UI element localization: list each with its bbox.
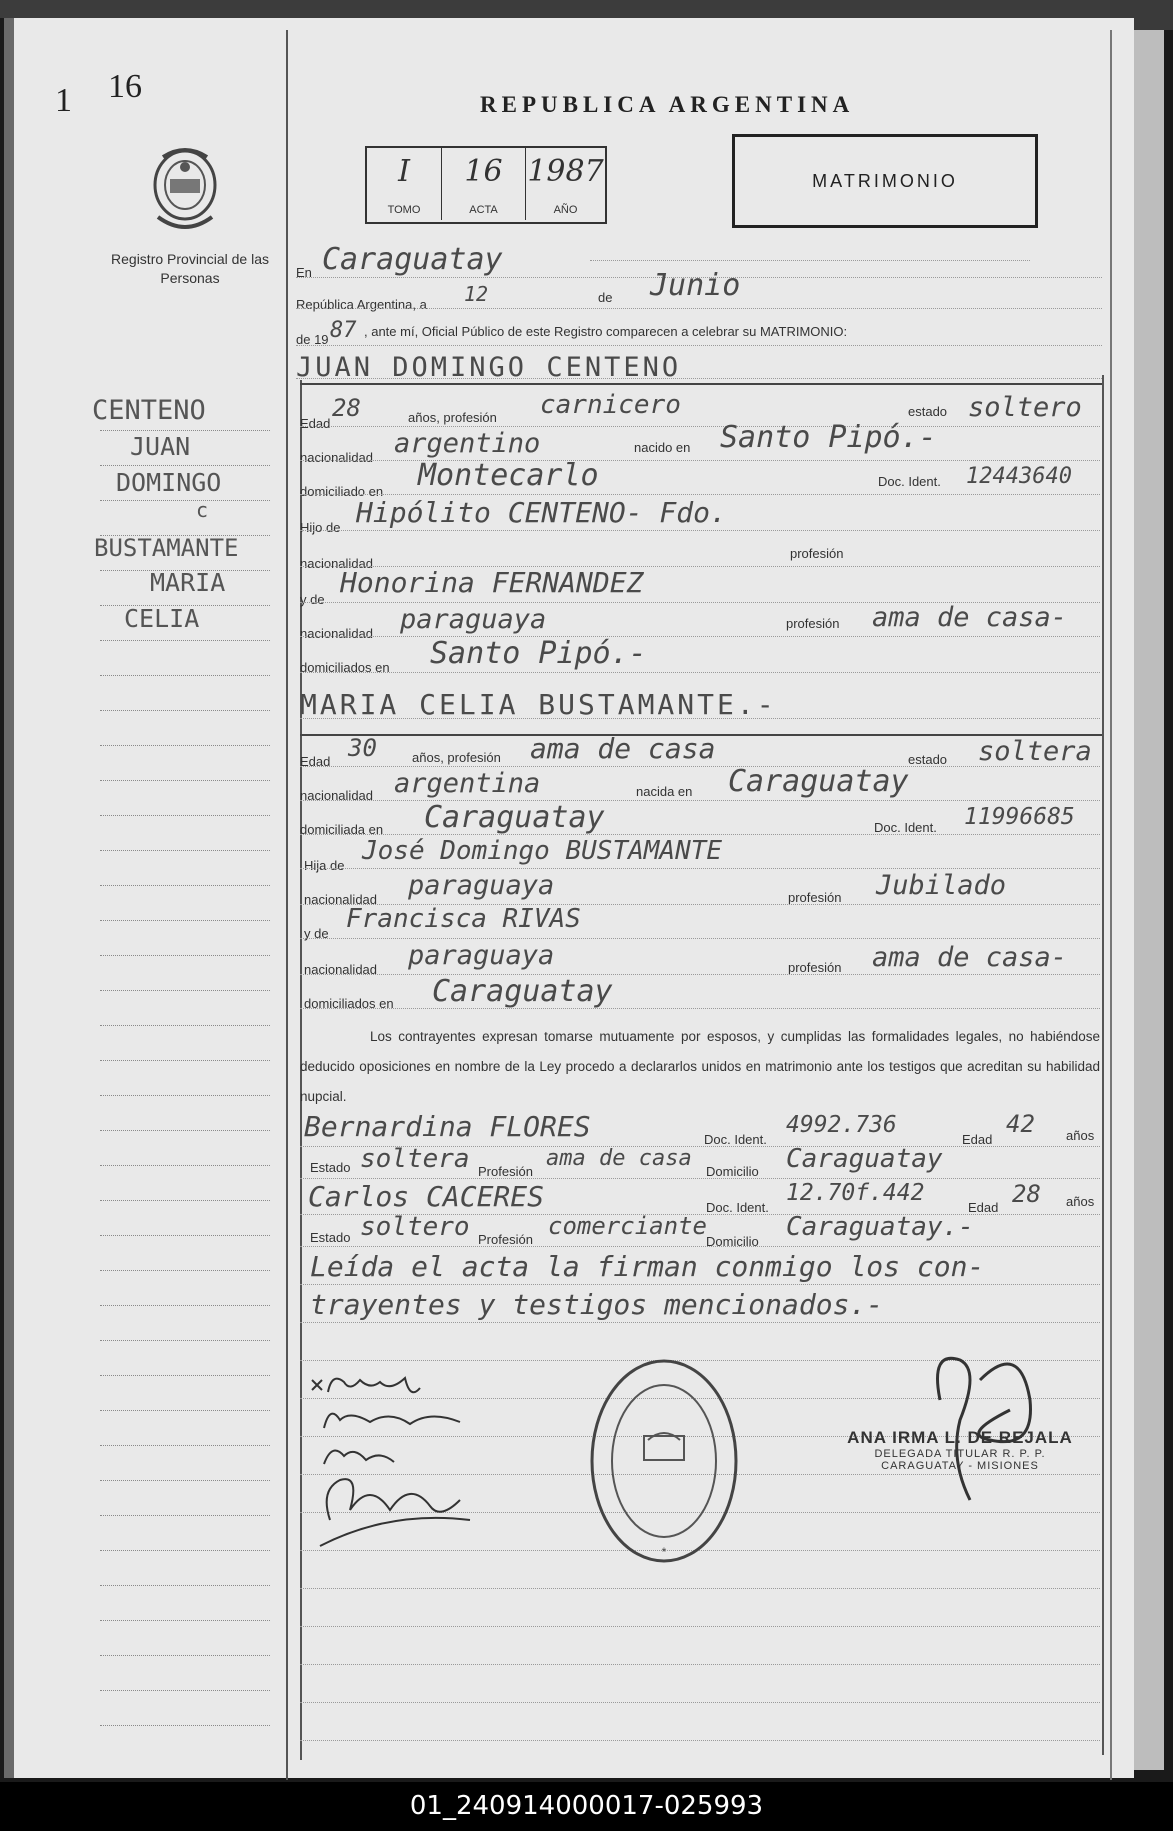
- witness2-profesion-label: Profesión: [478, 1232, 533, 1247]
- registry-stamp-icon: [588, 1356, 740, 1566]
- groom-birthplace: Santo Pipó.-: [720, 420, 937, 455]
- witness2-status: soltero: [360, 1212, 470, 1242]
- bride-mother-occupation: ama de casa-: [872, 942, 1068, 973]
- rule: [296, 378, 1102, 379]
- margin-rule: [100, 1270, 270, 1271]
- rule: [300, 1322, 1100, 1323]
- margin-rule: [100, 640, 270, 641]
- republica-label: República Argentina, a: [296, 297, 427, 312]
- groom-doc: 12443640: [966, 464, 1072, 489]
- witness2-doc-label: Doc. Ident.: [706, 1200, 769, 1215]
- margin-rule: [100, 1060, 270, 1061]
- margin-rule: [100, 955, 270, 956]
- groom-status: soltero: [968, 392, 1082, 423]
- groom-mother-nat-label: nacionalidad: [300, 626, 374, 641]
- margin-name-line: BUSTAMANTE: [94, 534, 239, 562]
- groom-age: 28: [332, 394, 361, 422]
- margin-rule: [100, 745, 270, 746]
- witness2-age: 28: [1012, 1180, 1041, 1208]
- witness1-estado-label: Estado: [310, 1160, 351, 1175]
- bride-mother-nationality: paraguaya: [408, 940, 555, 971]
- witness1-domicilio-label: Domicilio: [706, 1164, 759, 1179]
- official-title: DELEGADA TITULAR R. P. P.: [874, 1448, 1046, 1460]
- groom-occupation: carnicero: [540, 390, 681, 420]
- witness1-name: Bernardina FLORES: [304, 1110, 591, 1143]
- groom-estado-label: estado: [908, 404, 948, 419]
- bride-mother-nat-label: nacionalidad: [304, 962, 378, 977]
- bride-doc-label: Doc. Ident.: [874, 820, 937, 835]
- margin-rule: [100, 1620, 270, 1621]
- page-right-border: [1110, 30, 1112, 1780]
- margin-name-line: DOMINGO: [116, 468, 222, 497]
- margin-rule: [100, 1130, 270, 1131]
- bride-age: 30: [348, 734, 377, 762]
- rule: [300, 530, 1100, 531]
- witness1-age: 42: [1006, 1110, 1035, 1138]
- groom-hijo-label: Hijo de: [300, 520, 341, 535]
- year-label: de 19: [296, 332, 329, 347]
- margin-rule: [100, 570, 270, 571]
- groom-name: JUAN DOMINGO CENTENO: [296, 352, 682, 383]
- closing-line-2: trayentes y testigos mencionados.-: [310, 1288, 884, 1321]
- groom-nationality-label: nacionalidad: [300, 450, 374, 465]
- groom-father-nat-label: nacionalidad: [300, 556, 374, 571]
- rule: [300, 766, 1100, 767]
- margin-rule: [100, 1445, 270, 1446]
- registry-name: Registro Provincial de las Personas: [111, 251, 269, 286]
- bride-father-nationality: paraguaya: [408, 870, 555, 901]
- ano-label: AÑO: [553, 204, 578, 216]
- coat-of-arms-icon: [148, 145, 222, 237]
- margin-rule: [100, 920, 270, 921]
- groom-separator: [300, 383, 1102, 385]
- de-label: de: [598, 290, 613, 305]
- ano-value: 1987: [527, 154, 604, 189]
- margin-rule: [100, 815, 270, 816]
- bride-profesion-label: años, profesión: [412, 750, 501, 765]
- official-location: CARAGUATAY - MISIONES: [881, 1460, 1039, 1472]
- rule: [300, 494, 1100, 495]
- margin-rule: [100, 1200, 270, 1201]
- margin-rule: [100, 1340, 270, 1341]
- official-stamp: [810, 1428, 1110, 1472]
- bride-father-occupation: Jubilado: [876, 870, 1007, 901]
- en-label: En: [296, 265, 312, 280]
- official-name: ANA IRMA L. DE REJALA: [847, 1428, 1073, 1447]
- statement-text: , ante mí, Oficial Público de este Registro comparecen a celebrar su MATRIMONIO:: [364, 324, 848, 339]
- groom-domicile: Montecarlo: [418, 458, 599, 493]
- rule: [300, 938, 1100, 939]
- page-edge: [1134, 30, 1164, 1770]
- rule: [300, 1246, 1100, 1247]
- rule: [300, 718, 1100, 719]
- groom-profesion-label: años, profesión: [408, 410, 497, 425]
- witness2-anos-label: años: [1066, 1194, 1095, 1209]
- bride-birthplace: Caraguatay: [728, 764, 909, 799]
- rule: [300, 974, 1100, 975]
- rule: [300, 1740, 1100, 1741]
- witness1-profesion-label: Profesión: [478, 1164, 533, 1179]
- top-dark-strip: [0, 0, 1110, 18]
- witness2-domicile: Caraguatay.-: [786, 1212, 974, 1242]
- closing-line-1: Leída el acta la firman conmigo los con-: [310, 1250, 985, 1283]
- margin-name-line: CELIA: [124, 604, 200, 633]
- margin-rule: [100, 1235, 270, 1236]
- bride-father: José Domingo BUSTAMANTE: [362, 836, 723, 866]
- rule: [300, 1626, 1100, 1627]
- margin-name-line: c: [196, 498, 209, 522]
- margin-rule: [100, 430, 270, 431]
- margin-rule: [100, 710, 270, 711]
- rule: [300, 800, 1100, 801]
- rule: [300, 1284, 1100, 1285]
- margin-rule: [100, 1550, 270, 1551]
- margin-rule: [100, 1410, 270, 1411]
- witness2-edad-label: Edad: [968, 1200, 999, 1215]
- acta-value: 16: [464, 154, 503, 189]
- ano-cell: [526, 148, 605, 220]
- bride-parents-dom-label: domiciliados en: [304, 996, 394, 1011]
- witness2-doc: 12.70f.442: [786, 1180, 925, 1206]
- witness1-anos-label: años: [1066, 1128, 1095, 1143]
- groom-mother: Honorina FERNANDEZ: [340, 566, 644, 599]
- margin-rule: [100, 465, 270, 466]
- rule: [300, 1008, 1100, 1009]
- groom-father: Hipólito CENTENO- Fdo.: [356, 496, 727, 529]
- groom-parents-domicile: Santo Pipó.-: [430, 636, 647, 671]
- rule: [300, 834, 1100, 835]
- tomo-cell: [367, 148, 442, 220]
- groom-mother-occupation: ama de casa-: [872, 602, 1068, 633]
- acta-label: ACTA: [469, 204, 498, 216]
- witness2-estado-label: Estado: [310, 1230, 351, 1245]
- margin-rule: [100, 1690, 270, 1691]
- margin-rule: [100, 850, 270, 851]
- tomo-value: I: [398, 154, 410, 189]
- bride-father-nat-label: nacionalidad: [304, 892, 378, 907]
- rule: [296, 308, 1102, 309]
- place-value: Caraguatay: [322, 242, 503, 277]
- witness1-status: soltera: [360, 1144, 470, 1174]
- bride-nationality-label: nacionalidad: [300, 788, 374, 803]
- groom-domiciliado-label: domiciliado en: [300, 484, 384, 499]
- witness2-name: Carlos CACERES: [308, 1180, 545, 1213]
- groom-father-prof-label: profesión: [790, 546, 844, 561]
- month-value: Junio: [650, 268, 741, 303]
- bride-occupation: ama de casa: [530, 732, 716, 765]
- country-title: REPUBLICA ARGENTINA: [480, 92, 855, 117]
- groom-nacido-label: nacido en: [634, 440, 691, 455]
- bride-doc: 11996685: [964, 804, 1075, 830]
- rule: [300, 1178, 1100, 1179]
- bride-mother: Francisca RIVAS: [346, 904, 581, 934]
- record-id-box: [365, 146, 607, 224]
- bride-nationality: argentina: [394, 768, 541, 799]
- bride-nacida-label: nacida en: [636, 784, 693, 799]
- groom-y-de-label: y de: [300, 592, 325, 607]
- margin-rule: [100, 1165, 270, 1166]
- margin-rule: [100, 1305, 270, 1306]
- margin-rule: [100, 1025, 270, 1026]
- signatures-icon: [310, 1370, 570, 1580]
- witness1-edad-label: Edad: [962, 1132, 993, 1147]
- groom-nationality: argentino: [394, 428, 541, 459]
- bride-edad-label: Edad: [300, 754, 331, 769]
- bride-father-prof-label: profesión: [788, 890, 842, 905]
- bride-estado-label: estado: [908, 752, 948, 767]
- groom-parents-dom-label: domiciliados en: [300, 660, 390, 675]
- margin-rule: [100, 675, 270, 676]
- footer-id: 01_240914000017-025993: [0, 1782, 1173, 1831]
- acta-cell: [442, 148, 526, 220]
- margin-name-line: JUAN: [130, 432, 191, 461]
- tomo-label: TOMO: [387, 204, 421, 216]
- witness2-occupation: comerciante: [548, 1212, 707, 1240]
- rule: [300, 1702, 1100, 1703]
- rule: [300, 1664, 1100, 1665]
- margin-rule: [100, 1725, 270, 1726]
- bride-domicile: Caraguatay: [424, 800, 605, 835]
- svg-text:*: *: [661, 1545, 667, 1559]
- declaration-text: Los contrayentes expresan tomarse mutuamente por esposos, y cumplidas las formalidades legales, no habiéndose deducido oposiciones en nombre de la Ley procedo a declararlos unidos en matrimonio ante los testigos que acreditan su habilidad nupcial.: [300, 1029, 1100, 1104]
- witness1-doc-label: Doc. Ident.: [704, 1132, 767, 1147]
- margin-rule: [100, 1515, 270, 1516]
- witness2-domicilio-label: Domicilio: [706, 1234, 759, 1249]
- bride-domiciliada-label: domiciliada en: [300, 822, 384, 837]
- bride-hija-label: Hija de: [304, 858, 345, 873]
- rule: [300, 868, 1100, 869]
- margin-divider: [286, 30, 288, 1780]
- margin-rule: [100, 500, 270, 501]
- margin-rule: [100, 605, 270, 606]
- inner-right-border: [1102, 375, 1104, 1755]
- bride-name: MARIA CELIA BUSTAMANTE.-: [300, 688, 777, 721]
- margin-rule: [100, 780, 270, 781]
- bride-parents-domicile: Caraguatay: [432, 974, 613, 1009]
- margin-rule: [100, 1585, 270, 1586]
- margin-rule: [100, 885, 270, 886]
- rule: [590, 260, 1030, 261]
- rule: [300, 672, 1100, 673]
- groom-edad-label: Edad: [300, 416, 331, 431]
- day-value: 12: [464, 282, 489, 306]
- rule: [300, 426, 1100, 427]
- witness1-occupation: ama de casa: [546, 1146, 692, 1171]
- groom-mother-nationality: paraguaya: [400, 604, 547, 635]
- margin-rule: [100, 990, 270, 991]
- margin-name-line: CENTENO: [92, 395, 206, 426]
- margin-rule: [100, 1375, 270, 1376]
- margin-rule: [100, 1095, 270, 1096]
- page-number: 16: [108, 68, 142, 105]
- witness1-doc: 4992.736: [786, 1112, 897, 1138]
- margin-rule: [100, 1480, 270, 1481]
- groom-doc-label: Doc. Ident.: [878, 474, 941, 489]
- rule: [300, 1588, 1100, 1589]
- margin-rule: [100, 535, 270, 536]
- margin-rule: [100, 1655, 270, 1656]
- record-type-box: MATRIMONIO: [732, 134, 1038, 228]
- margin-name-line: MARIA: [150, 568, 226, 597]
- bride-y-de-label: y de: [304, 926, 329, 941]
- witness1-domicile: Caraguatay: [786, 1144, 943, 1174]
- bride-status: soltera: [978, 736, 1092, 767]
- bride-mother-prof-label: profesión: [788, 960, 842, 975]
- left-number: 1: [55, 82, 72, 119]
- groom-mother-prof-label: profesión: [786, 616, 840, 631]
- year-value: 87: [330, 318, 357, 343]
- rule: [296, 345, 1102, 346]
- rule: [300, 636, 1100, 637]
